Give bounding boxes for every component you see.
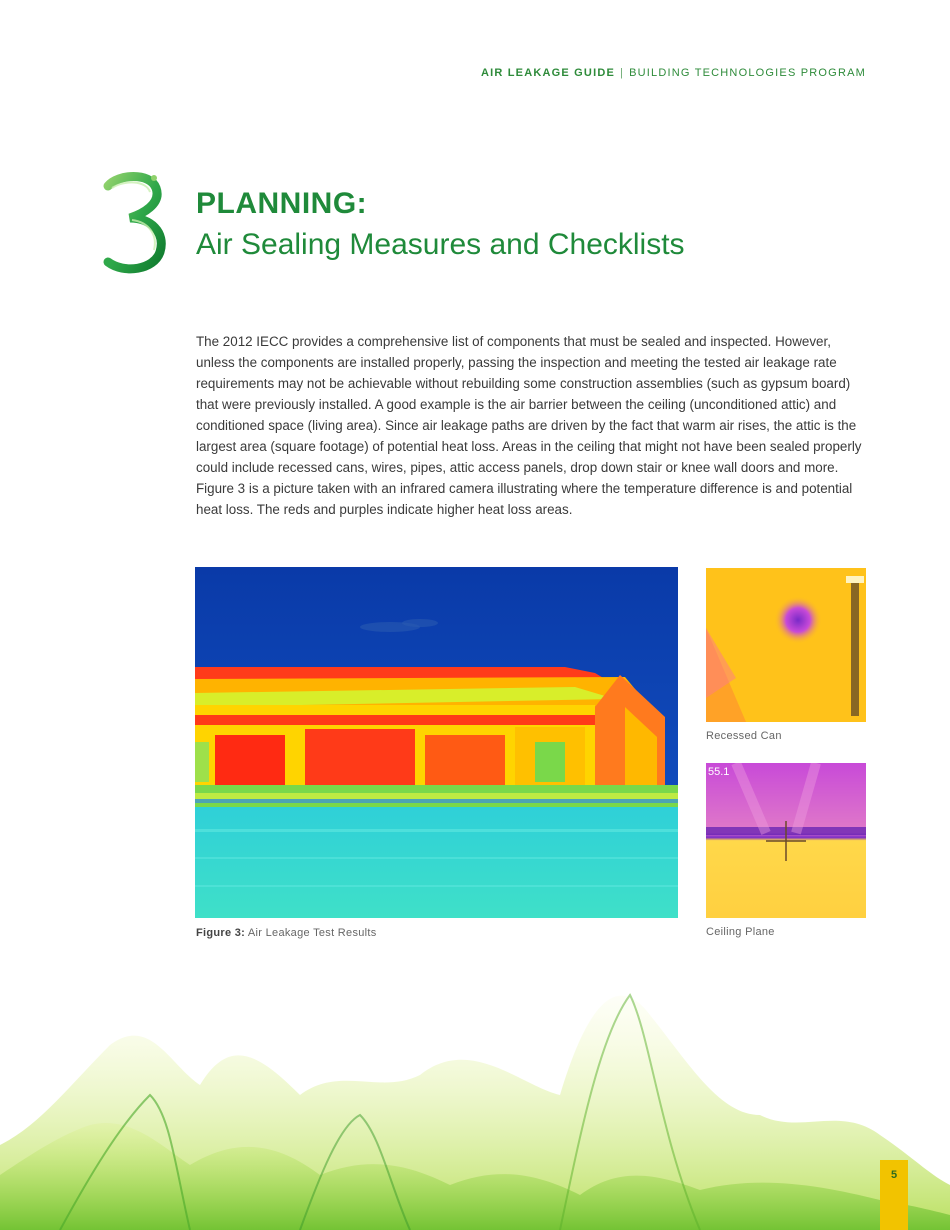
body-paragraph: The 2012 IECC provides a comprehensive list of components that must be sealed and inspected. However, unless the components are installed properly, passing the inspection and meeting the tested air leakage rate requirements may not be achievable without rebuilding some construction assemblies (such as gypsum board) that were previously installed. A good example is the air barrier between the ceiling (unconditioned attic) and conditioned space (living area). Since air leakage paths are driven by the fact that warm air rises, the attic is the largest area (square footage) of potential heat loss. Areas in the ceiling that might not have been sealed properly could include recessed cans, wires, pipes, attic access panels, drop down stair or knee wall doors and more. Figure 3 is a picture taken with an infrared camera illustrating where the temperature difference is and potential heat loss. The reds and purples indicate higher heat loss areas. <box>196 334 862 517</box>
page-number: 5 <box>880 1160 908 1230</box>
header-program: BUILDING TECHNOLOGIES PROGRAM <box>629 67 866 79</box>
header-guide-title: AIR LEAKAGE GUIDE <box>480 67 616 79</box>
recessed-can-caption: Recessed Can <box>706 730 782 742</box>
figure-main-caption <box>196 927 377 939</box>
temperature-reading: 55.1 <box>708 766 730 778</box>
decorative-smoke-footer <box>0 975 950 1230</box>
chapter-title: Air Sealing Measures and Checklists <box>196 228 685 261</box>
figure-caption-text: Air Leakage Test Results <box>247 927 377 939</box>
chapter-number: 3 <box>98 170 99 171</box>
chapter-title-bold: PLANNING: <box>196 187 368 220</box>
thermal-building-image <box>195 567 678 918</box>
figure-label: Figure 3: <box>196 927 246 939</box>
header-separator: | <box>620 67 625 79</box>
ceiling-plane-image <box>706 763 866 918</box>
recessed-can-image <box>706 568 866 722</box>
chapter-number-icon <box>98 170 172 278</box>
ceiling-plane-caption: Ceiling Plane <box>706 926 775 938</box>
running-header <box>481 67 866 79</box>
